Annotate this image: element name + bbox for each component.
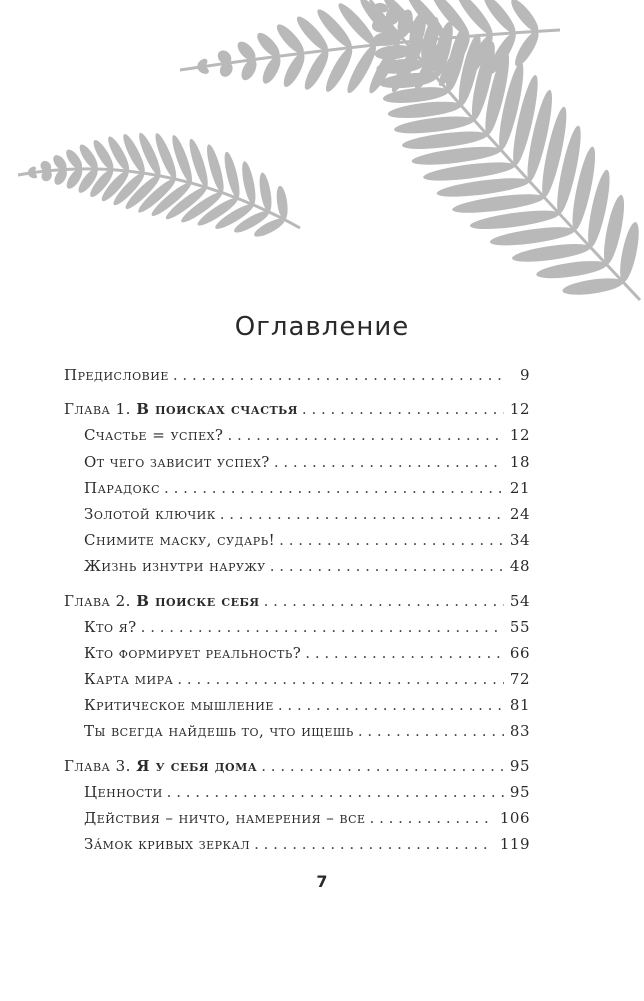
dot-leader [227, 426, 503, 444]
toc-chapter-entry[interactable] [64, 757, 530, 783]
toc-section-entry[interactable] [64, 557, 530, 583]
toc-section-entry[interactable] [64, 505, 530, 531]
dot-leader [141, 618, 504, 636]
table-of-contents [64, 366, 530, 861]
toc-section-entry[interactable] [64, 644, 530, 670]
toc-section-entry[interactable] [64, 835, 530, 861]
entry-page-number: 72 [509, 670, 530, 689]
entry-page-number: 18 [509, 452, 530, 471]
entry-title: Критическое мышление [84, 696, 274, 715]
entry-page-number: 83 [509, 722, 530, 741]
entry-title: Кто я? [84, 617, 137, 636]
dot-leader [261, 757, 504, 775]
entry-title: Ценности [84, 782, 163, 801]
entry-title: Действия – ничто, намерения – все [84, 809, 366, 827]
entry-title [64, 757, 257, 775]
entry-title: Парадокс [84, 478, 161, 497]
toc-section-entry[interactable] [64, 809, 530, 835]
entry-page-number: 81 [509, 696, 530, 715]
toc-section-entry[interactable] [64, 426, 530, 452]
chapter-prefix: Глава 3. [64, 756, 137, 775]
toc-section-entry[interactable] [64, 453, 530, 479]
toc-chapter-entry[interactable] [64, 400, 530, 426]
dot-leader [302, 400, 504, 418]
toc-section-entry[interactable] [64, 722, 530, 748]
dot-leader [370, 809, 494, 827]
entry-title: Ты всегда найдешь то, что ищешь [84, 722, 354, 741]
dot-leader [177, 670, 504, 688]
toc-section-entry[interactable] [64, 670, 530, 696]
entry-page-number: 12 [509, 426, 530, 445]
entry-title: От чего зависит успех? [84, 452, 270, 471]
entry-title: Счастье = успех? [84, 426, 224, 445]
entry-title: Кто формирует реальность? [84, 643, 302, 662]
dot-leader [220, 505, 504, 523]
entry-title [64, 592, 260, 610]
chapter-prefix: Глава 2. [64, 591, 137, 610]
page-title: Оглавление [234, 312, 410, 342]
entry-page-number: 95 [509, 782, 530, 801]
entry-title: Золотой ключик [84, 504, 216, 523]
entry-page-number: 9 [519, 366, 530, 384]
dot-leader [358, 722, 504, 740]
dot-leader [164, 479, 504, 497]
chapter-title: В поисках счастья [136, 400, 298, 419]
chapter-title: Я у себя дома [136, 756, 258, 775]
dot-leader [305, 644, 504, 662]
toc-chapter-entry[interactable] [64, 592, 530, 618]
toc-section-entry[interactable] [64, 618, 530, 644]
toc-section-entry[interactable] [64, 479, 530, 505]
entry-page-number: 24 [509, 504, 530, 523]
entry-page-number: 119 [499, 835, 530, 854]
page-number: 7 [316, 872, 328, 891]
entry-page-number: 54 [509, 591, 530, 610]
entry-page-number: 48 [509, 557, 530, 576]
entry-page-number: 21 [509, 478, 530, 497]
toc-section-entry[interactable] [64, 531, 530, 557]
dot-leader [274, 453, 504, 471]
entry-title: Карта мира [84, 670, 174, 689]
entry-page-number: 66 [509, 643, 530, 662]
entry-page-number: 34 [509, 531, 530, 550]
chapter-prefix: Глава 1. [64, 400, 137, 419]
entry-page-number: 55 [509, 617, 530, 636]
dot-leader [270, 557, 504, 575]
toc-section-entry[interactable] [64, 783, 530, 809]
dot-leader [278, 696, 504, 714]
entry-title: Жизнь изнутри наружу [84, 557, 266, 576]
entry-page-number: 106 [499, 809, 530, 827]
entry-title: Снимите маску, сударь! [84, 531, 276, 550]
dot-leader [254, 835, 494, 853]
entry-page-number: 95 [509, 756, 530, 775]
dot-leader [264, 592, 504, 610]
entry-title [64, 400, 298, 418]
fern-left [18, 131, 300, 240]
dot-leader [167, 783, 504, 801]
toc-front-entry[interactable] [64, 366, 530, 392]
entry-title: Предисловие [64, 366, 169, 384]
dot-leader [173, 366, 506, 384]
fern-illustration [0, 0, 644, 320]
chapter-title: В поиске себя [136, 591, 260, 610]
toc-section-entry[interactable] [64, 696, 530, 722]
entry-title: За́мок кривых зеркал [84, 835, 251, 854]
entry-page-number: 12 [509, 400, 530, 419]
dot-leader [279, 531, 504, 549]
